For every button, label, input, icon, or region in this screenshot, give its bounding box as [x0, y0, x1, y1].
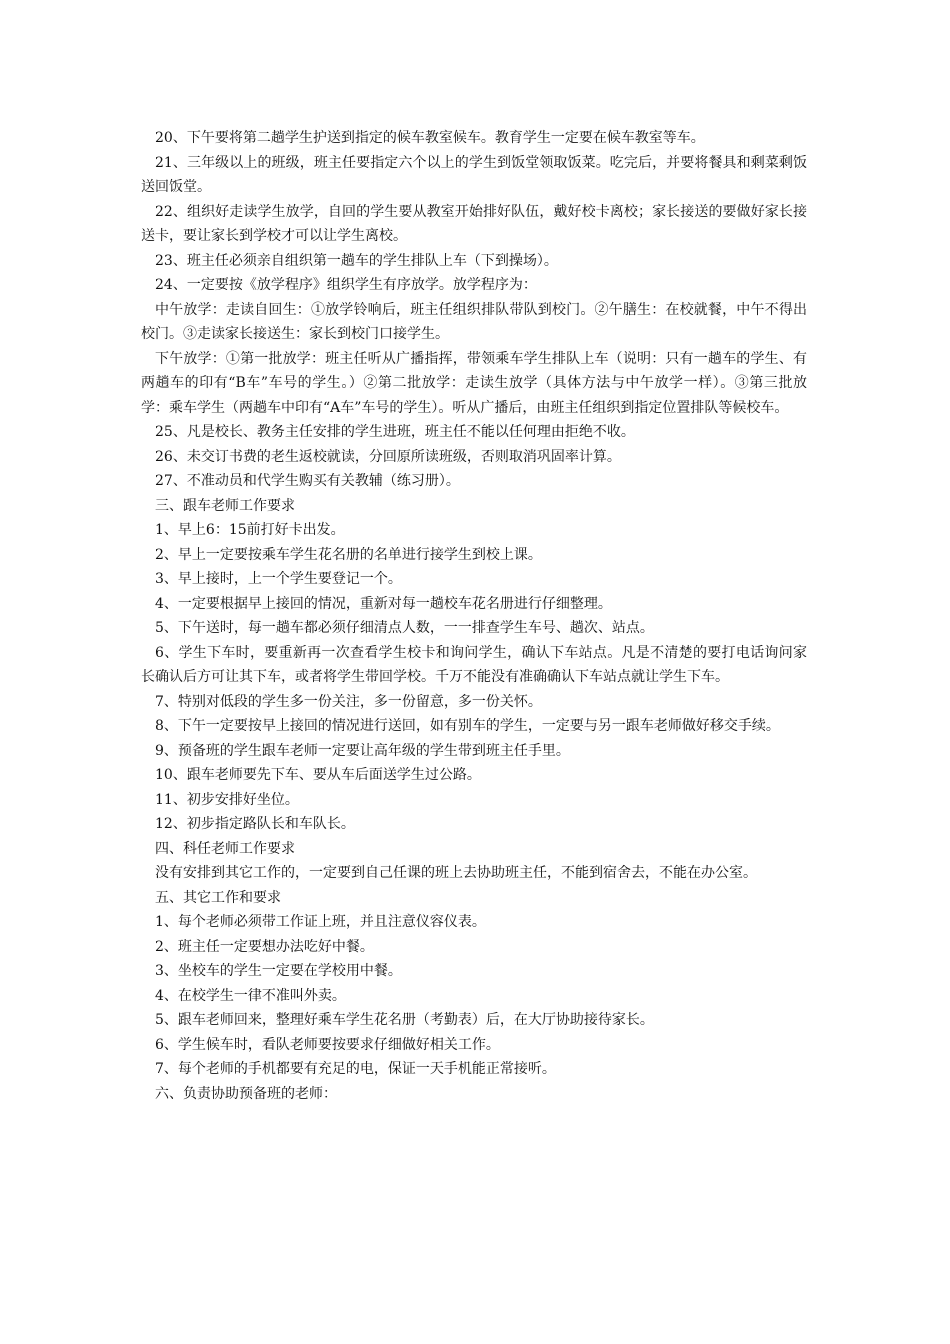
paragraph: 4、一定要根据早上接回的情况，重新对每一趟校车花名册进行仔细整理。 [155, 595, 612, 612]
section-heading: 三、跟车老师工作要求 [155, 497, 295, 514]
paragraph: 4、在校学生一律不准叫外卖。 [155, 987, 346, 1004]
paragraph: 3、早上接时，上一个学生要登记一个。 [155, 571, 402, 587]
paragraph: 24、一定要按《放学程序》组织学生有序放学。放学程序为： [155, 277, 537, 293]
paragraph: 9、预备班的学生跟车老师一定要让高年级的学生带到班主任手里。 [155, 742, 570, 759]
paragraph: 21、三年级以上的班级，班主任要指定六个以上的学生到饭堂领取饭菜。吃完后，并要将餐具和剩菜剩饭送回饭堂。 [141, 154, 807, 195]
document-page [141, 126, 807, 1106]
section-heading: 四、科任老师工作要求 [155, 840, 295, 857]
paragraph: 6、学生下车时，要重新再一次查看学生校卡和询问学生，确认下车站点。凡是不清楚的要打电话询问家长确认后方可让其下车，或者将学生带回学校。千万不能没有准确确认下车站点就让学生下车。 [141, 644, 807, 685]
paragraph: 12、初步指定路队长和车队长。 [155, 816, 355, 832]
paragraph: 7、每个老师的手机都要有充足的电，保证一天手机能正常接听。 [155, 1061, 556, 1077]
paragraph: 27、不准动员和代学生购买有关教辅（练习册）。 [155, 473, 460, 489]
section-heading: 五、其它工作和要求 [155, 889, 281, 906]
paragraph: 2、班主任一定要想办法吃好中餐。 [155, 938, 374, 955]
paragraph: 3、坐校车的学生一定要在学校用中餐。 [155, 963, 402, 979]
paragraph: 没有安排到其它工作的，一定要到自己任课的班上去协助班主任，不能到宿舍去，不能在办公室。 [155, 865, 757, 881]
section-heading: 六、负责协助预备班的老师： [155, 1085, 337, 1102]
paragraph: 2、早上一定要按乘车学生花名册的名单进行接学生到校上课。 [155, 546, 542, 563]
paragraph: 1、每个老师必须带工作证上班，并且注意仪容仪表。 [155, 914, 486, 930]
paragraph: 20、下午要将第二趟学生护送到指定的候车教室候车。教育学生一定要在候车教室等车。 [155, 130, 705, 146]
paragraph: 7、特别对低段的学生多一份关注，多一份留意，多一份关怀。 [155, 693, 542, 710]
paragraph: 11、初步安排好坐位。 [155, 791, 299, 808]
paragraph: 8、下午一定要按早上接回的情况进行送回，如有别车的学生，一定要与另一跟车老师做好移交手续。 [155, 718, 780, 734]
paragraph: 5、跟车老师回来，整理好乘车学生花名册（考勤表）后，在大厅协助接待家长。 [155, 1012, 654, 1028]
paragraph: 下午放学：①第一批放学：班主任听从广播指挥，带领乘车学生排队上车（说明：只有一趟车的学生、有两趟车的印有“B车”车号的学生。）②第二批放学：走读生放学（具体方法与中午放学一样）。③第三批放学：乘车学生（两趟车中印有“A车”车号的学生）。听从广播后，由班主任组织到指定位置排队等候校车。 [141, 350, 807, 416]
paragraph: 26、未交订书费的老生返校就读，分回原所读班级，否则取消巩固率计算。 [155, 448, 621, 465]
paragraph: 中午放学：走读自回生：①放学铃响后，班主任组织排队带队到校门。②午膳生：在校就餐，中午不得出校门。③走读家长接送生：家长到校门口接学生。 [141, 301, 807, 342]
paragraph: 5、下午送时，每一趟车都必须仔细清点人数，一一排查学生车号、趟次、站点。 [155, 620, 654, 636]
paragraph: 1、早上6：15前打好卡出发。 [155, 522, 345, 538]
paragraph: 22、组织好走读学生放学，自回的学生要从教室开始排好队伍，戴好校卡离校；家长接送的要做好家长接送卡，要让家长到学校才可以让学生离校。 [141, 203, 807, 244]
paragraph: 10、跟车老师要先下车、要从车后面送学生过公路。 [155, 767, 481, 783]
paragraph: 23、班主任必须亲自组织第一趟车的学生排队上车（下到操场）。 [155, 252, 558, 269]
paragraph: 25、凡是校长、教务主任安排的学生进班，班主任不能以任何理由拒绝不收。 [155, 424, 635, 440]
paragraph: 6、学生候车时，看队老师要按要求仔细做好相关工作。 [155, 1036, 500, 1053]
